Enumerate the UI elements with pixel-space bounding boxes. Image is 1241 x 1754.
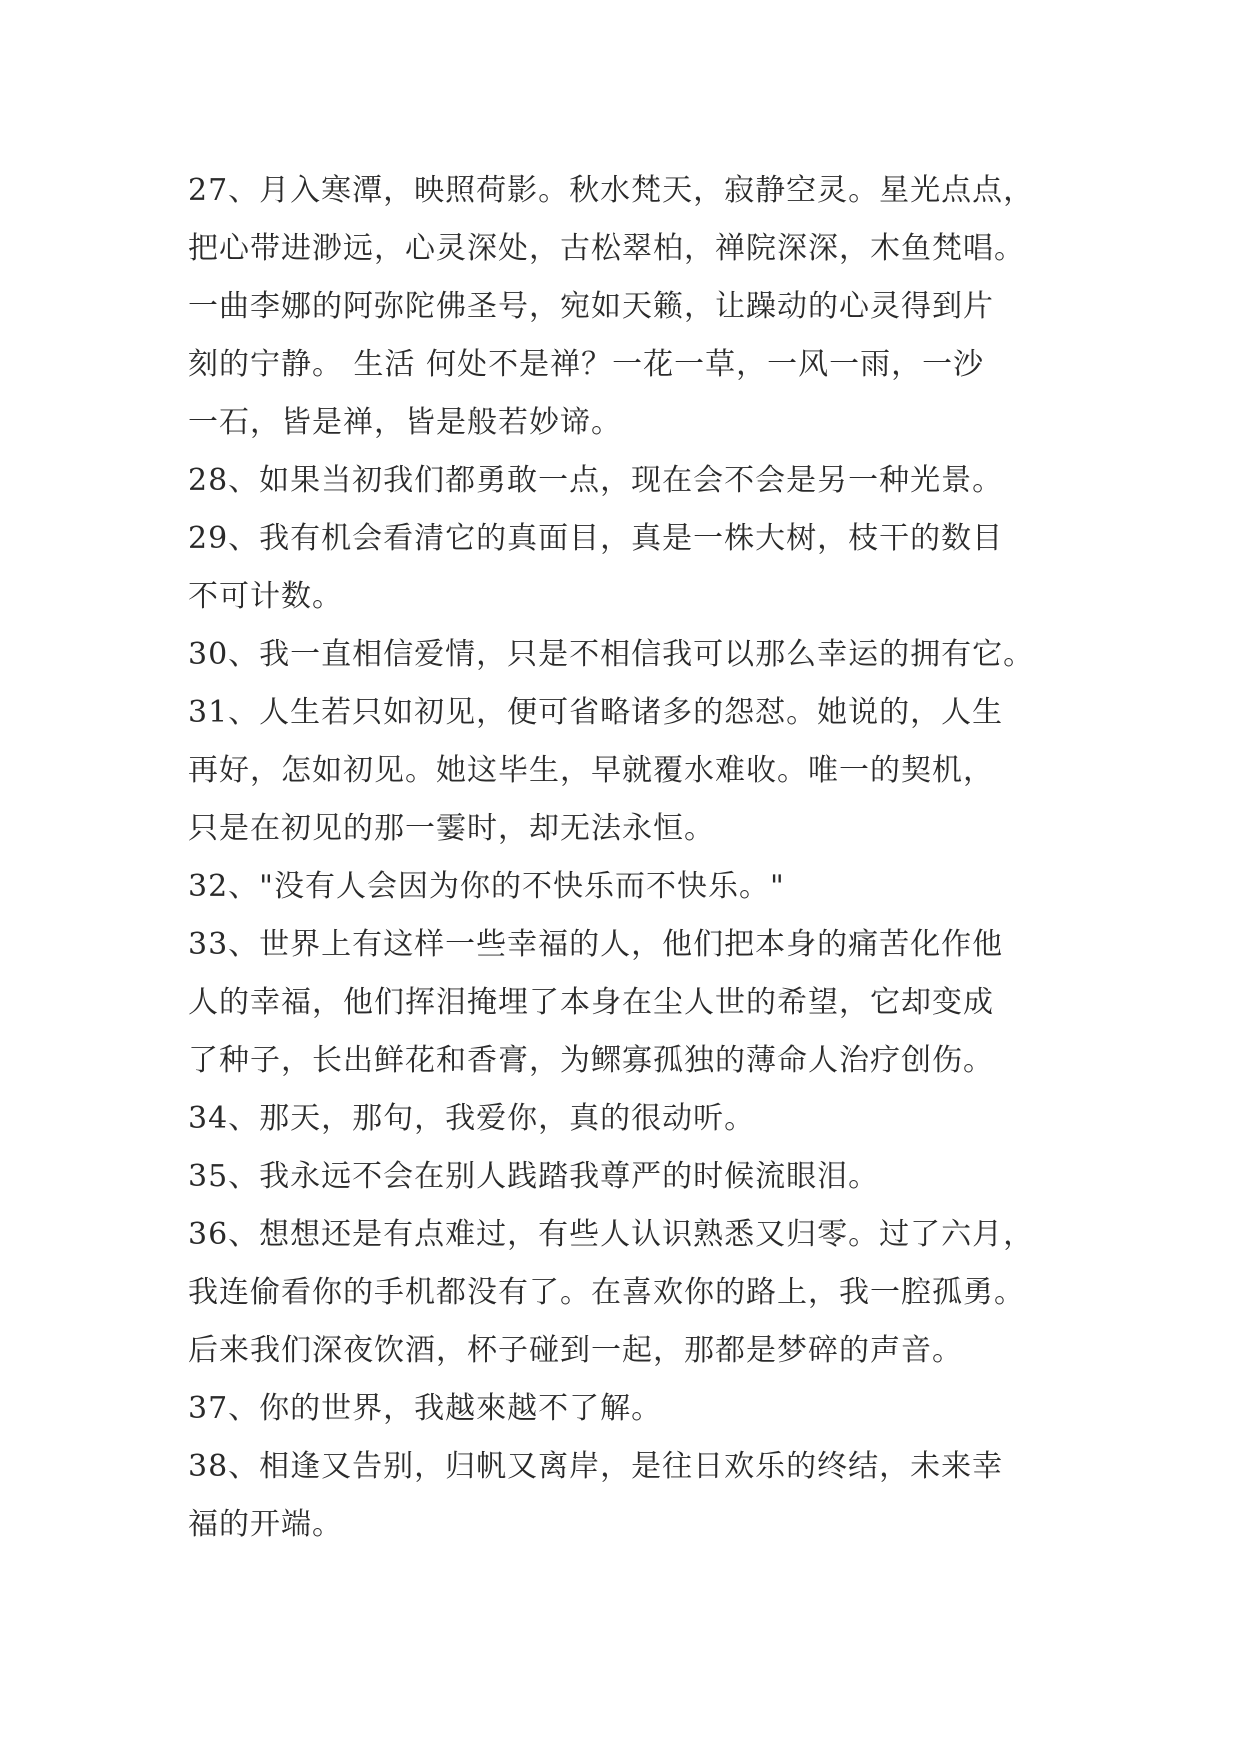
text-line: 38、相逢又告别，归帆又离岸，是往日欢乐的终结，未来幸 <box>188 1449 1004 1484</box>
text-line: 37、你的世界，我越來越不了解。 <box>188 1391 663 1426</box>
text-line: 29、我有机会看清它的真面目，真是一株大树，枝干的数目 <box>188 521 1004 556</box>
text-line: 把心带进渺远，心灵深处，古松翠柏，禅院深深，木鱼梵唱。 <box>188 231 1025 266</box>
text-line: 一石，皆是禅，皆是般若妙谛。 <box>188 405 622 440</box>
text-line: 27、月入寒潭，映照荷影。秋水梵天，寂静空灵。星光点点， <box>188 173 1035 208</box>
text-line: 再好，怎如初见。她这毕生，早就覆水难收。唯一的契机， <box>188 753 994 788</box>
text-line: 30、我一直相信爱情，只是不相信我可以那么幸运的拥有它。 <box>188 637 1035 672</box>
text-line: 刻的宁静。 生活 何处不是禅？一花一草，一风一雨，一沙 <box>188 347 985 382</box>
text-line: 不可计数。 <box>188 579 343 614</box>
text-line: 福的开端。 <box>188 1507 343 1542</box>
document-body <box>188 162 1068 1554</box>
text-line: 32、"没有人会因为你的不快乐而不快乐。" <box>188 869 785 904</box>
text-line: 了种子，长出鲜花和香膏，为鳏寡孤独的薄命人治疗创伤。 <box>188 1043 994 1078</box>
text-line: 我连偷看你的手机都没有了。在喜欢你的路上，我一腔孤勇。 <box>188 1275 1025 1310</box>
text-line: 后来我们深夜饮酒，杯子碰到一起，那都是梦碎的声音。 <box>188 1333 963 1368</box>
text-line: 35、我永远不会在别人践踏我尊严的时候流眼泪。 <box>188 1159 880 1194</box>
text-line: 34、那天，那句，我爱你，真的很动听。 <box>188 1101 756 1136</box>
text-line: 31、人生若只如初见，便可省略诸多的怨怼。她说的，人生 <box>188 695 1004 730</box>
text-line: 一曲李娜的阿弥陀佛圣号，宛如天籁，让躁动的心灵得到片 <box>188 289 994 324</box>
text-line: 36、想想还是有点难过，有些人认识熟悉又归零。过了六月， <box>188 1217 1035 1252</box>
text-line: 人的幸福，他们挥泪掩埋了本身在尘人世的希望，它却变成 <box>188 985 994 1020</box>
text-line: 只是在初见的那一霎时，却无法永恒。 <box>188 811 715 846</box>
text-line: 28、如果当初我们都勇敢一点，现在会不会是另一种光景。 <box>188 463 1004 498</box>
text-line: 33、世界上有这样一些幸福的人，他们把本身的痛苦化作他 <box>188 927 1004 962</box>
